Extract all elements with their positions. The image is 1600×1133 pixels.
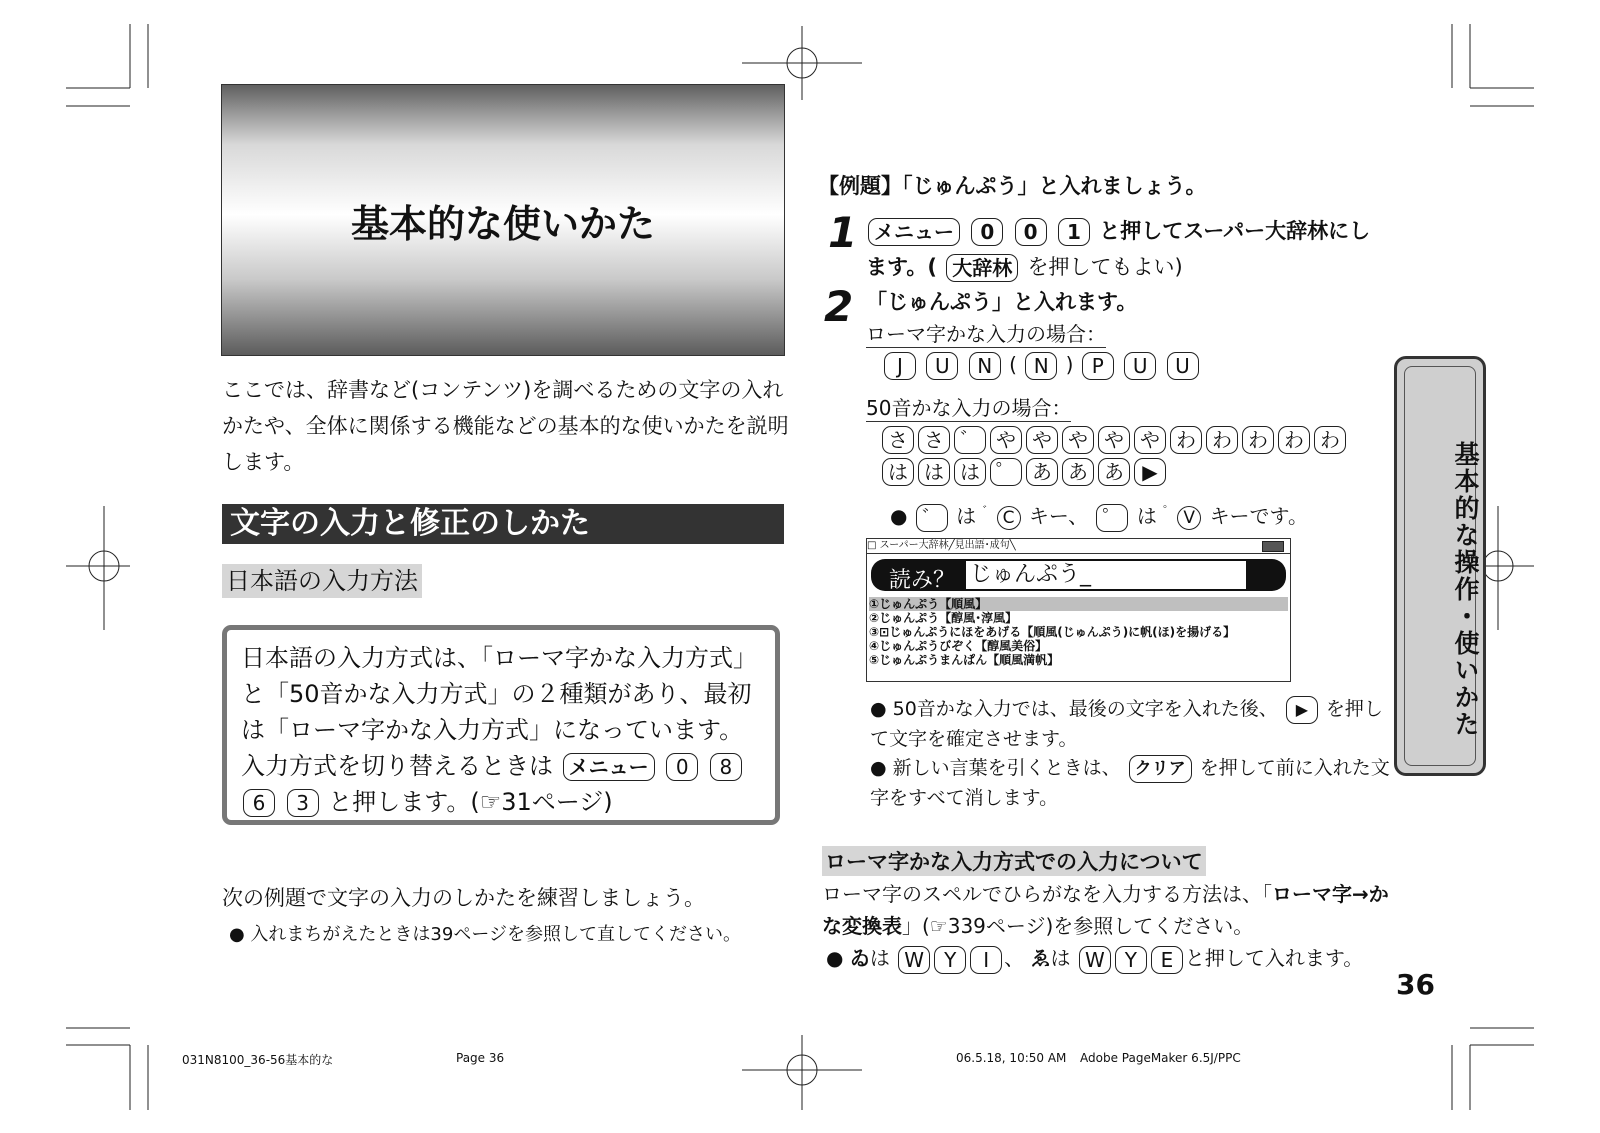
step1-text2: を押してもよい) [1027, 255, 1183, 279]
key-1: 1 [1058, 218, 1090, 246]
page-title: 基本的な使いかた [350, 202, 655, 246]
key-8: 8 [710, 753, 742, 781]
example-heading: 【例題】「じゅんぷう」と入れましょう。 [818, 174, 1207, 198]
title-banner [221, 84, 785, 356]
key-0: 0 [1015, 218, 1047, 246]
key-enter: ▶ [1134, 458, 1166, 486]
handakuten-mark: ゜ [1163, 504, 1176, 519]
paren-close: ) [1065, 352, 1074, 377]
list-item: ③⊡じゅんぷうにほをあげる【順風(じゅんぷう)に帆(ほ)を揚げる】 [869, 625, 1236, 639]
word-ha: は [1136, 504, 1157, 528]
step-2: 「じゅんぷう」と入れます。 [866, 290, 1138, 314]
key-a: あ [1062, 458, 1094, 486]
lcd-results [869, 597, 1288, 667]
key-0: 0 [666, 753, 698, 781]
romaji-keys [882, 352, 1201, 380]
key-sa: さ [918, 426, 950, 454]
key-u: U [926, 352, 958, 380]
info-text-after: と押します。(☞31ページ) [328, 788, 613, 816]
key-n: N [969, 352, 1001, 380]
key-ha: は [882, 458, 914, 486]
roma-table-link: ローマ字→かな変換表 [822, 882, 1389, 938]
bullet: ● [890, 504, 908, 528]
key-6: 6 [243, 789, 275, 817]
list-item: ②じゅんぷう【醇風･淳風】 [869, 611, 1018, 625]
key-0: 0 [971, 218, 1003, 246]
kana-keys-row1 [880, 426, 1348, 454]
key-w: W [898, 946, 930, 974]
key-sa: さ [882, 426, 914, 454]
step-1 [866, 213, 1386, 285]
lcd-tabs [867, 539, 1290, 554]
note3-before: ● 新しい言葉を引くときは、 [870, 757, 1121, 779]
intro-text: ここでは、辞書など(コンテンツ)を調べるための文字の入れかたや、全体に関係する機能などの基本的な使いかたを説明します。 [222, 378, 789, 474]
paren-open: ( [1009, 352, 1017, 377]
key-ya: や [1026, 426, 1058, 454]
key-a: あ [1098, 458, 1130, 486]
key-handakuten: ゜ [990, 458, 1022, 486]
key-a: あ [1026, 458, 1058, 486]
roma-text [822, 878, 1392, 942]
lcd-tab-label: □ スーパー大辞林╱見出語･成句╲ [867, 540, 1016, 551]
lcd-search-bar [871, 559, 1286, 591]
key-ya: や [1062, 426, 1094, 454]
key-wa: わ [1278, 426, 1310, 454]
note-retype: ● 入れまちがえたときは39ページを参照して直してください。 [229, 924, 741, 945]
footer-page: Page 36 [456, 1051, 505, 1065]
key-j: J [884, 352, 916, 380]
lcd-screen [866, 538, 1291, 682]
note2-after: を押して文字を確定させます。 [870, 698, 1383, 750]
list-item: ④じゅんぷうびぞく【醇風美俗】 [869, 639, 1048, 653]
romaji-label: ローマ字かな入力の場合： [866, 318, 1106, 348]
dakuten-note [890, 500, 1308, 532]
note-kana-confirm [870, 694, 1390, 754]
kana-label: 50音かな入力の場合： [866, 392, 1071, 422]
info-box [222, 625, 780, 825]
roma-note-end: と押して入れます。 [1184, 946, 1364, 970]
note-clear [870, 753, 1390, 813]
info-text-before: 日本語の入力方式は、「ローマ字かな入力方式」と「50音かな入力方式」の２種類があり、最初は「ローマ字かな入力方式」になっています。入力方式を切り替えるときは [241, 644, 757, 780]
key-p: P [1082, 352, 1114, 380]
key-c-circle: C [997, 506, 1021, 530]
key-u: U [1124, 352, 1156, 380]
key-u: U [1167, 352, 1199, 380]
lcd-input: じゅんぷう_ [966, 561, 1246, 589]
key-menu: メニュー [868, 218, 960, 246]
step-number-1: 1 [828, 208, 858, 257]
key-ha: は [918, 458, 950, 486]
side-tab [1394, 356, 1486, 776]
footer-app: Adobe PageMaker 6.5J/PPC [1080, 1051, 1241, 1065]
page-number: 36 [1396, 968, 1435, 1001]
note2-before: ● 50音かな入力では、最後の文字を入れた後、 [870, 698, 1278, 720]
practice-text: 次の例題で文字の入力のしかたを練習しましょう。 [222, 886, 705, 910]
char-wi: ゐ [849, 946, 870, 970]
side-tab-label: 基本的な操作・使いかた [1451, 441, 1480, 738]
word-ha: は [869, 946, 890, 970]
separator: 、 [1004, 946, 1025, 970]
note3-after: を押して前に入れた文字をすべて消します。 [870, 757, 1390, 809]
sub-heading: 日本語の入力方法 [222, 564, 422, 598]
key-enter: ▶ [1286, 696, 1318, 724]
key-daijirin: 大辞林 [946, 254, 1018, 282]
list-item: ①じゅんぷう【順風】 [869, 597, 1288, 611]
key-clear: クリア [1129, 755, 1192, 783]
key-w: W [1079, 946, 1111, 974]
text-key-end: キーです。 [1209, 504, 1308, 528]
key-ya: や [990, 426, 1022, 454]
key-menu: メニュー [563, 753, 655, 781]
char-we: ゑ [1030, 946, 1051, 970]
step-number-2: 2 [824, 282, 854, 331]
key-y: Y [1115, 946, 1147, 974]
step1-text1: と押してスーパー大辞林にします。( [866, 219, 1371, 279]
bullet: ● [826, 946, 844, 970]
key-3: 3 [287, 789, 319, 817]
key-i: I [970, 946, 1002, 974]
key-dakuten: ゛ [954, 426, 986, 454]
key-wa: わ [1242, 426, 1274, 454]
footer-file: 031N8100_36-56基本的な [182, 1053, 334, 1067]
key-y: Y [934, 946, 966, 974]
key-ya: や [1134, 426, 1166, 454]
key-e: E [1151, 946, 1183, 974]
key-wa: わ [1206, 426, 1238, 454]
key-n: N [1025, 352, 1057, 380]
lcd-reading-label: 読み？ [889, 568, 956, 593]
key-dakuten: ゛ [916, 504, 948, 532]
roma-note [826, 942, 1363, 974]
word-ha: は [1050, 946, 1071, 970]
word-ha: は [956, 504, 977, 528]
key-ha: は [954, 458, 986, 486]
section-heading: 文字の入力と修正のしかた [222, 504, 784, 544]
key-wa: わ [1170, 426, 1202, 454]
roma-text-before: ローマ字のスペルでひらがなを入力する方法は、「 [822, 882, 1272, 906]
roma-text-after: 」(☞339ページ)を参照してください。 [902, 914, 1254, 938]
list-item: ⑤じゅんぷうまんぱん【順風満帆】 [869, 653, 1060, 667]
dakuten-mark: ゛ [982, 504, 995, 519]
battery-icon [1262, 541, 1284, 552]
key-v-circle: V [1177, 506, 1201, 530]
kana-keys-row2 [880, 458, 1168, 486]
key-wa: わ [1314, 426, 1346, 454]
roma-heading: ローマ字かな入力方式での入力について [822, 846, 1206, 876]
key-handakuten: ゜ [1096, 504, 1128, 532]
key-ya: や [1098, 426, 1130, 454]
text-key-comma: キー、 [1028, 504, 1089, 528]
footer-date: 06.5.18, 10:50 AM [956, 1051, 1067, 1065]
